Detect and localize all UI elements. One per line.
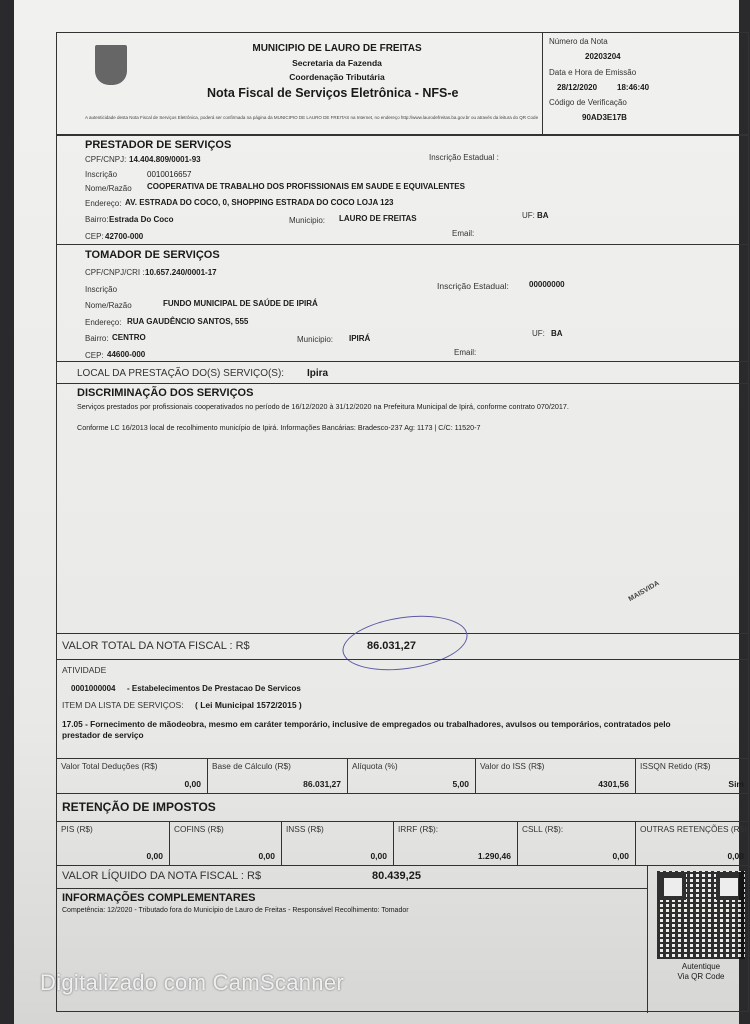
atividade-code: 0001000004	[71, 684, 116, 693]
item-desc: 17.05 - Fornecimento de mãodeobra, mesmo em caráter temporário, inclusive de empregados ou trabalhadores, avulsos ou temporários, contratados pelo prestador de serviço	[62, 719, 671, 740]
codigo-verificacao: 90AD3E17B	[582, 113, 627, 122]
label: UF:	[522, 211, 535, 220]
local-value: Ipira	[307, 368, 329, 379]
tax-label: CSLL (R$):	[522, 824, 564, 834]
prestador-endereco: AV. ESTRADA DO COCO, 0, SHOPPING ESTRADA DO COCO LOJA 123	[125, 198, 394, 207]
tax-value: 0,00	[612, 851, 629, 861]
tax-value: 0,00	[370, 851, 387, 861]
label: Email:	[452, 229, 475, 238]
tax-label: COFINS (R$)	[174, 824, 224, 834]
total-value: 86.031,27	[367, 640, 416, 652]
label: Bairro:	[85, 334, 109, 343]
numero-label: Número da Nota	[549, 37, 608, 46]
label: Nome/Razão	[85, 301, 132, 310]
liquido-label: VALOR LÍQUIDO DA NOTA FISCAL : R$	[62, 870, 262, 882]
paper	[14, 0, 747, 1024]
qr-caption: Autentique	[681, 962, 721, 971]
label: CPF/CNPJ:	[85, 155, 127, 164]
total-label: VALOR TOTAL DA NOTA FISCAL : R$	[62, 640, 250, 652]
data-label: Data e Hora de Emissão	[549, 68, 637, 77]
document-title: Nota Fiscal de Serviços Eletrônica - NFS-e	[207, 86, 459, 100]
tomador-ie: 00000000	[529, 280, 565, 289]
qr-caption-2: Via QR Code	[677, 972, 725, 981]
tax-value: 0,00	[184, 779, 201, 789]
coordenacao: Coordenação Tributária	[289, 72, 385, 82]
label: Bairro:	[85, 215, 109, 224]
tax-label: Base de Cálculo (R$)	[212, 761, 291, 771]
tax-value: 4301,56	[598, 779, 629, 789]
tomador-title: TOMADOR DE SERVIÇOS	[85, 249, 220, 261]
tax-value: 0,00	[146, 851, 163, 861]
tomador-municipio: IPIRÁ	[349, 334, 371, 343]
tomador-cep: 44600-000	[107, 350, 146, 359]
discriminacao-text: Serviços prestados por profissionais cooperativados no período de 16/12/2020 à 31/12/2020 na Prefeitura Municipal de Ipirá, conforme contrato 070/2017.	[77, 402, 569, 411]
tax-label: PIS (R$)	[61, 824, 93, 834]
item-label: ITEM DA LISTA DE SERVIÇOS:	[62, 700, 184, 710]
tax-label: OUTRAS RETENÇÕES (R$)	[640, 824, 747, 834]
codigo-label: Código de Verificação	[549, 98, 627, 107]
discriminacao-title: DISCRIMINAÇÃO DOS SERVIÇOS	[77, 387, 254, 399]
label: Inscrição	[85, 170, 118, 179]
discriminacao-bank-info: Conforme LC 16/2013 local de recolhimento município de Ipirá. Informações Bancárias: Bradesco-237 Ag: 1173 | C/C: 11520-7	[77, 423, 481, 432]
tomador-nome: FUNDO MUNICIPAL DE SAÚDE DE IPIRÁ	[163, 299, 318, 308]
label: Nome/Razão	[85, 184, 132, 193]
tax-value: Sim	[728, 779, 744, 789]
prestador-inscricao: 0010016657	[147, 170, 192, 179]
item-lei: ( Lei Municipal 1572/2015 )	[195, 700, 302, 710]
prestador-title: PRESTADOR DE SERVIÇOS	[85, 139, 232, 151]
tax-row	[57, 758, 750, 793]
prestador-uf: BA	[537, 211, 549, 220]
label: Email:	[454, 348, 477, 357]
tomador-cnpj: 10.657.240/0001-17	[145, 268, 217, 277]
hora-emissao: 18:46:40	[617, 83, 650, 92]
tomador-endereco: RUA GAUDÊNCIO SANTOS, 555	[127, 317, 249, 326]
prestador-municipio: LAURO DE FREITAS	[339, 214, 417, 223]
tomador-uf: BA	[551, 329, 563, 338]
tax-cell	[207, 758, 347, 793]
tax-value: 1.290,46	[477, 851, 511, 861]
tax-label: Alíquota (%)	[352, 761, 398, 771]
label: Endereço:	[85, 318, 122, 327]
local-label: LOCAL DA PRESTAÇÃO DO(S) SERVIÇO(S):	[77, 368, 285, 379]
atividade-label: ATIVIDADE	[62, 665, 107, 675]
cooperative-stamp	[628, 580, 661, 603]
prestador-nome: COOPERATIVA DE TRABALHO DOS PROFISSIONAIS EM SAUDE E EQUIVALENTES	[147, 182, 465, 191]
tax-cell	[281, 821, 393, 865]
label: Inscrição Estadual:	[437, 281, 509, 291]
camscanner-watermark: Digitalizado com CamScanner	[40, 970, 345, 995]
tax-value: 5,00	[452, 779, 469, 789]
label: Municipio:	[289, 216, 326, 225]
tax-label: IRRF (R$):	[398, 824, 439, 834]
info-title: INFORMAÇÕES COMPLEMENTARES	[62, 892, 256, 904]
tax-label: Valor Total Deduções (R$)	[61, 761, 158, 771]
prestador-bairro: Estrada Do Coco	[109, 215, 174, 224]
secretaria: Secretaria da Fazenda	[292, 58, 382, 68]
municipio: MUNICIPIO DE LAURO DE FREITAS	[252, 43, 422, 54]
tax-cell	[635, 758, 750, 793]
data-emissao: 28/12/2020	[557, 83, 598, 92]
tax-cell	[347, 758, 475, 793]
tax-cell	[635, 821, 750, 865]
label: Endereço:	[85, 199, 122, 208]
label: CEP:	[85, 232, 104, 241]
retencao-title: RETENÇÃO DE IMPOSTOS	[62, 800, 216, 814]
liquido-value: 80.439,25	[372, 870, 421, 882]
label: UF:	[532, 329, 545, 338]
retencao-row	[57, 821, 750, 865]
numero-nota: 20203204	[585, 52, 621, 61]
label: Inscrição	[85, 285, 118, 294]
tax-value: 86.031,27	[303, 779, 341, 789]
label: CPF/CNPJ/CRI :	[85, 268, 145, 277]
authenticity-notice: A autenticidade desta Nota Fiscal de Serviços Eletrônica, poderá ser confirmada na página da MUNICIPIO DE LAURO DE FREITAS na Internet, no endereço http://www.laurodefreitas.ba.gov.br ou através da leitura do QR Code	[85, 115, 539, 120]
tax-label: INSS (R$)	[286, 824, 324, 834]
label: CEP:	[85, 351, 104, 360]
prestador-cep: 42700-000	[105, 232, 144, 241]
prestador-cnpj: 14.404.809/0001-93	[129, 155, 201, 164]
info-text: Competência: 12/2020 - Tributado fora do Município de Lauro de Freitas - Responsável Recolhimento: Tomador	[62, 907, 409, 914]
tax-value: 0,00	[727, 851, 744, 861]
stamp-text: MAISVIDA	[627, 579, 661, 604]
tax-cell	[517, 821, 635, 865]
tax-cell	[475, 758, 635, 793]
label: Inscrição Estadual :	[429, 153, 499, 162]
tax-label: Valor do ISS (R$)	[480, 761, 545, 771]
coat-of-arms-icon	[95, 45, 127, 85]
pen-circle-annotation	[339, 608, 471, 677]
qr-code	[657, 871, 745, 959]
label: Municipio:	[297, 335, 334, 344]
tax-cell	[57, 758, 207, 793]
atividade-desc: - Estabelecimentos De Prestacao De Servicos	[127, 684, 301, 693]
tax-value: 0,00	[258, 851, 275, 861]
tax-cell	[169, 821, 281, 865]
tomador-bairro: CENTRO	[112, 333, 146, 342]
nfse-document	[56, 32, 749, 1012]
tax-label: ISSQN Retido (R$)	[640, 761, 711, 771]
tax-cell	[393, 821, 517, 865]
tax-cell	[57, 821, 169, 865]
